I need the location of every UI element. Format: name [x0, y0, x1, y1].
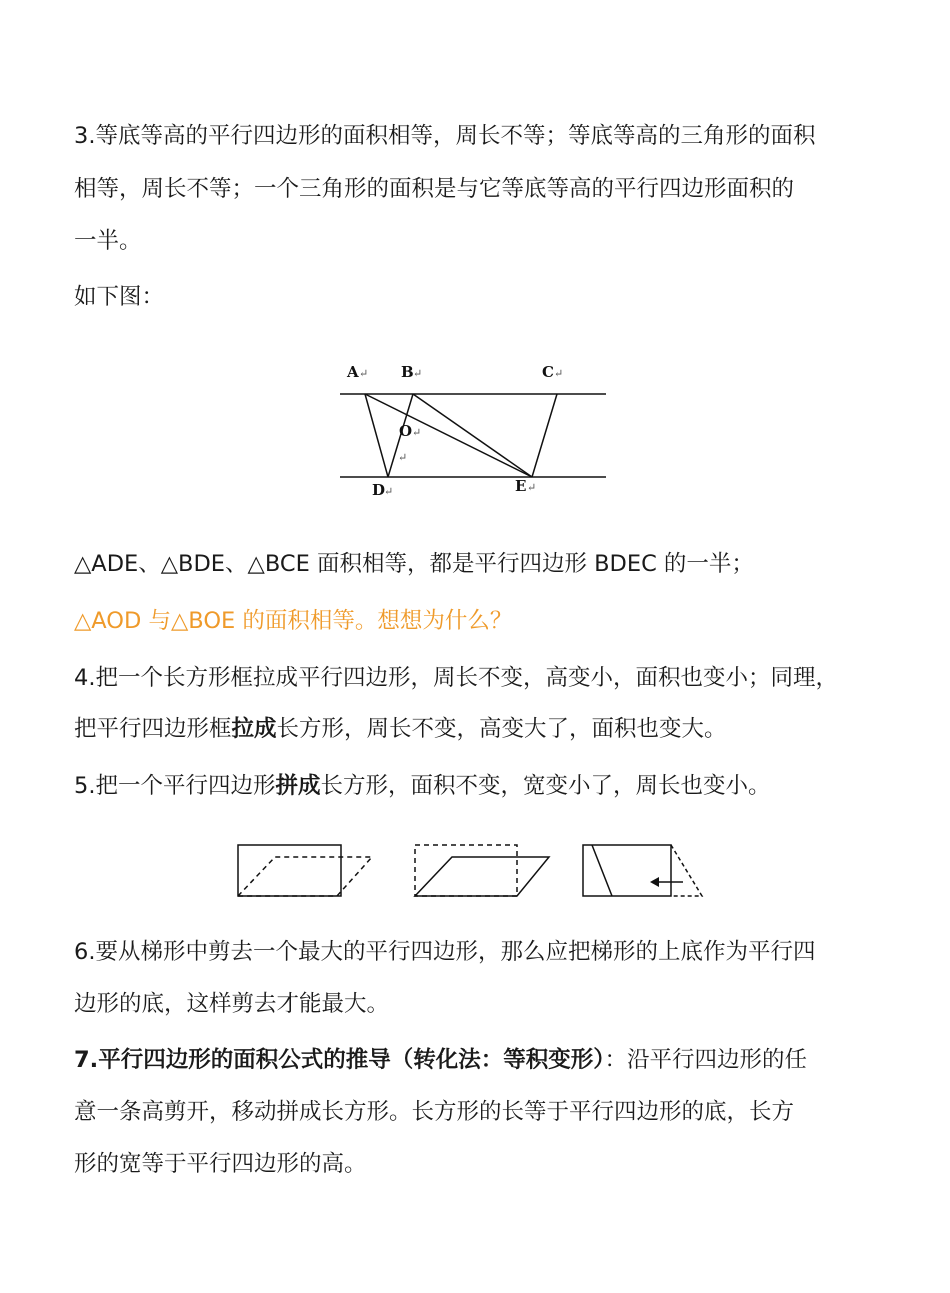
label-e: E	[515, 477, 527, 495]
return-mark: ↵	[413, 367, 423, 380]
p6-line2: 边形的底，这样剪去才能最大。	[74, 991, 390, 1017]
p7-line1-post: ：沿平行四边形的任	[604, 1047, 807, 1073]
as-below-label: 如下图：	[74, 284, 165, 310]
return-mark: ↵	[554, 367, 564, 380]
label-o: O	[399, 422, 413, 440]
p4-line2-post: 长方形，周长不变，高变大了，面积也变大。	[276, 716, 727, 742]
note-equal-areas: △ADE、△BDE、△BCE 面积相等，都是平行四边形 BDEC 的一半；	[74, 551, 754, 577]
p5-post: 长方形，面积不变，宽变小了，周长也变小。	[320, 773, 771, 799]
p7-line3: 形的宽等于平行四边形的高。	[74, 1151, 367, 1177]
p7-line1	[74, 1045, 807, 1075]
triangle-area-figure	[335, 355, 615, 505]
cut-and-move-figure	[580, 842, 710, 902]
p3-line2: 相等，周长不等；一个三角形的面积是与它等底等高的平行四边形面积的	[74, 176, 795, 202]
p4-line2-bold: 拉成	[231, 716, 277, 742]
p3-line1: 3.等底等高的平行四边形的面积相等，周长不等；等底等高的三角形的面积	[74, 123, 816, 149]
rect-to-parallelogram-figure	[235, 842, 375, 902]
p5-pre: 5.把一个平行四边形	[74, 773, 276, 799]
p5-line	[74, 771, 771, 801]
label-b: B	[401, 363, 414, 381]
parallelogram-to-rect-figure	[412, 842, 552, 902]
p7-heading: 7.平行四边形的面积公式的推导（转化法：等积变形）	[74, 1047, 605, 1073]
return-mark: ↵	[384, 485, 394, 498]
p4-line2-pre: 把平行四边形框	[74, 716, 232, 742]
return-mark: ↵	[412, 426, 422, 439]
label-c: C	[542, 363, 554, 381]
p4-line1: 4.把一个长方形框拉成平行四边形，周长不变，高变小，面积也变小；同理，	[74, 665, 838, 691]
return-mark: ↵	[398, 451, 408, 464]
p4-line2	[74, 714, 727, 744]
p3-line3: 一半。	[74, 228, 142, 254]
return-mark: ↵	[359, 367, 369, 380]
p7-line2: 意一条高剪开，移动拼成长方形。长方形的长等于平行四边形的底，长方	[74, 1099, 795, 1125]
return-mark: ↵	[527, 481, 537, 494]
label-a: A	[347, 363, 359, 381]
p6-line1: 6.要从梯形中剪去一个最大的平行四边形，那么应把梯形的上底作为平行四	[74, 939, 816, 965]
p5-bold: 拼成	[275, 773, 321, 799]
note-question: △AOD 与△BOE 的面积相等。想想为什么？	[74, 608, 513, 634]
label-d: D	[372, 481, 386, 499]
